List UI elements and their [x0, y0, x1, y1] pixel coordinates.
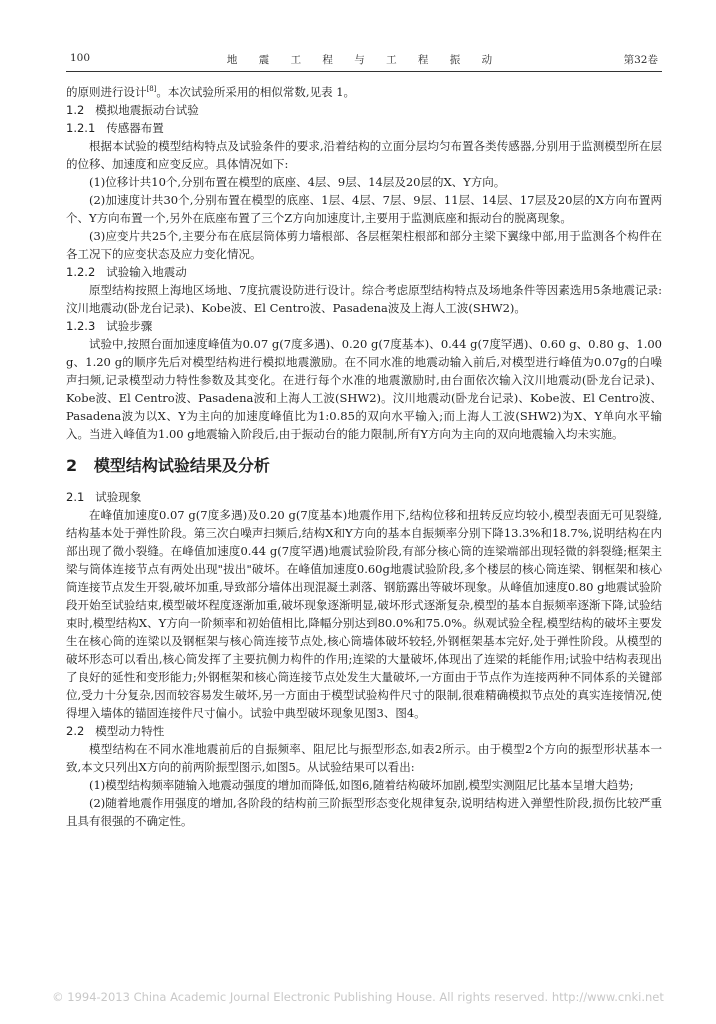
section-heading-1-2-3: 1.2.3 试验步骤 — [66, 318, 153, 333]
list-item: (3)应变片共25个,主要分布在底层筒体剪力墙根部、各层框架柱根部和部分主梁下翼缘中部,用于监测各个构件在各工况下的应变状态及应力变化情况。 — [66, 228, 662, 261]
journal-title: 地 震 工 程 与 工 程 振 动 — [226, 54, 502, 66]
list-item: (2)随着地震作用强度的增加,各阶段的结构前三阶振型形态变化规律复杂,说明结构进入弹塑性阶段,损伤比较严重且具有很强的不确定性。 — [66, 795, 662, 828]
running-header — [66, 52, 662, 70]
section-heading-2: 2 模型结构试验结果及分析 — [66, 455, 270, 475]
article-body — [66, 80, 662, 830]
volume-label: 第32卷 — [623, 54, 658, 66]
list-item: (2)加速度计共30个,分别布置在模型的底座、1层、4层、7层、9层、11层、14层、17层及20层的X方向布置两个、Y方向布置一个,另外在底座布置了三个Z方向加速度计,主要用于监测底座和振动台的脱离现象。 — [66, 192, 662, 225]
phenomena-paragraph: 在峰值加速度0.07 g(7度多遇)及0.20 g(7度基本)地震作用下,结构位移和扭转反应均较小,模型表面无可见裂缝,结构基本处于弹性阶段。第三次白噪声扫频后,结构X和Y方向的基本自振频率分别下降13.3%和18.7%,说明结构在内部出现了微小裂缝。在峰值加速度0.44 g(7度罕遇)地震试验阶段,有部分核心筒的连梁端部出现轻微的斜裂缝;框架主梁与筒体连接节点有两处出现"拔出"破坏。在峰值加速度0.60g地震试验阶段,多个楼层的核心筒连梁、钢框架和核心筒连接节点发生开裂,破坏加重,导致部分墙体出现混凝土剥落、钢筋露出等破坏现象。从峰值加速度0.80 g地震试验阶段开始至试验结束,模型破坏程度逐渐加重,破坏现象逐渐明显,破坏形式逐渐复杂,模型的基本自振频率逐渐下降,试验结束时,模型结构X、Y方向一阶频率和初始值相比,降幅分别达到80.0%和75.0%。纵观试验全程,模型结构的破坏主要发生在核心筒的连梁以及钢框架与核心筒连接节点处,核心筒墙体破坏较轻,外钢框架基本完好,处于弹性阶段。从模型的破坏形态可以看出,核心筒发挥了主要抗侧力构件的作用;连梁的大量破坏,体现出了连梁的耗能作用;试验中结构表现出了良好的延性和变形能力;外钢框架和核心筒连接节点处发生大量破坏,一方面由于节点作为连接两种不同体系的关键部位,受力十分复杂,因而较容易发生破坏,另一方面由于模型试验构件尺寸的限制,很难精确模拟节点处的真实连接情况,使得埋入墙体的锚固连接件尺寸偏小。试验中典型破坏现象见图3、图4。 — [66, 507, 662, 720]
sensor-paragraph: 根据本试验的模型结构特点及试验条件的要求,沿着结构的立面分层均匀布置各类传感器,分别用于监测模型所在层的位移、加速度和应变反应。具体情况如下: — [66, 138, 662, 171]
input-motion-paragraph: 原型结构按照上海地区场地、7度抗震设防进行设计。综合考虑原型结构特点及场地条件等因素选用5条地震记录:汶川地震动(卧龙台记录)、Kobe波、El Centro波、Pasadena波及上海人工波(SHW2)。 — [66, 282, 662, 315]
intro-paragraph: 的原则进行设计[8]。本次试验所采用的相似常数,见表 1。 — [66, 84, 356, 99]
section-heading-1-2-2: 1.2.2 试验输入地震动 — [66, 264, 187, 279]
dynamic-properties-paragraph: 模型结构在不同水准地震前后的自振频率、阻尼比与振型形态,如表2所示。由于模型2个方向的振型形状基本一致,本文只列出X方向的前两阶振型图示,如图5。从试验结果可以看出: — [66, 741, 662, 774]
list-item: (1)位移计共10个,分别布置在模型的底座、4层、9层、14层及20层的X、Y方向。 — [89, 174, 506, 189]
test-steps-paragraph: 试验中,按照台面加速度峰值为0.07 g(7度多遇)、0.20 g(7度基本)、0.44 g(7度罕遇)、0.60 g、0.80 g、1.00 g、1.20 g的顺序先后对模型结构进行模拟地震激励。在不同水准的地震动输入前后,对模型进行峰值为0.07g的白噪声扫频,记录模型动力特性参数及其变化。在进行每个水准的地震激励时,由台面依次输入汶川地震动(卧龙台记录)、Kobe波、El Centro波、Pasadena波和上海人工波(SHW2)。汶川地震动(卧龙台记录)、Kobe波、El Centro波、Pasadena波为以X、Y为主向的加速度峰值比为1:0.85的双向水平输入;而上海人工波(SHW2)为X、Y单向水平输入。当进入峰值为1.00 g地震输入阶段后,由于振动台的能力限制,所有Y方向为主向的双向地震输入均未实施。 — [66, 336, 662, 441]
section-heading-2-2: 2.2 模型动力特性 — [66, 723, 165, 738]
copyright-footer: © 1994-2013 China Academic Journal Electronic Publishing House. All rights reserved. http://www.cnki.net — [52, 990, 664, 1004]
section-heading-2-1: 2.1 试验现象 — [66, 489, 142, 504]
page-number: 100 — [70, 52, 91, 64]
section-heading-1-2: 1.2 模拟地震振动台试验 — [66, 102, 199, 117]
citation-ref: [8] — [146, 85, 157, 93]
header-rule — [66, 71, 662, 72]
section-heading-1-2-1: 1.2.1 传感器布置 — [66, 120, 164, 135]
list-item: (1)模型结构频率随输入地震动强度的增加而降低,如图6,随着结构破坏加剧,模型实测阻尼比基本呈增大趋势; — [89, 777, 634, 792]
